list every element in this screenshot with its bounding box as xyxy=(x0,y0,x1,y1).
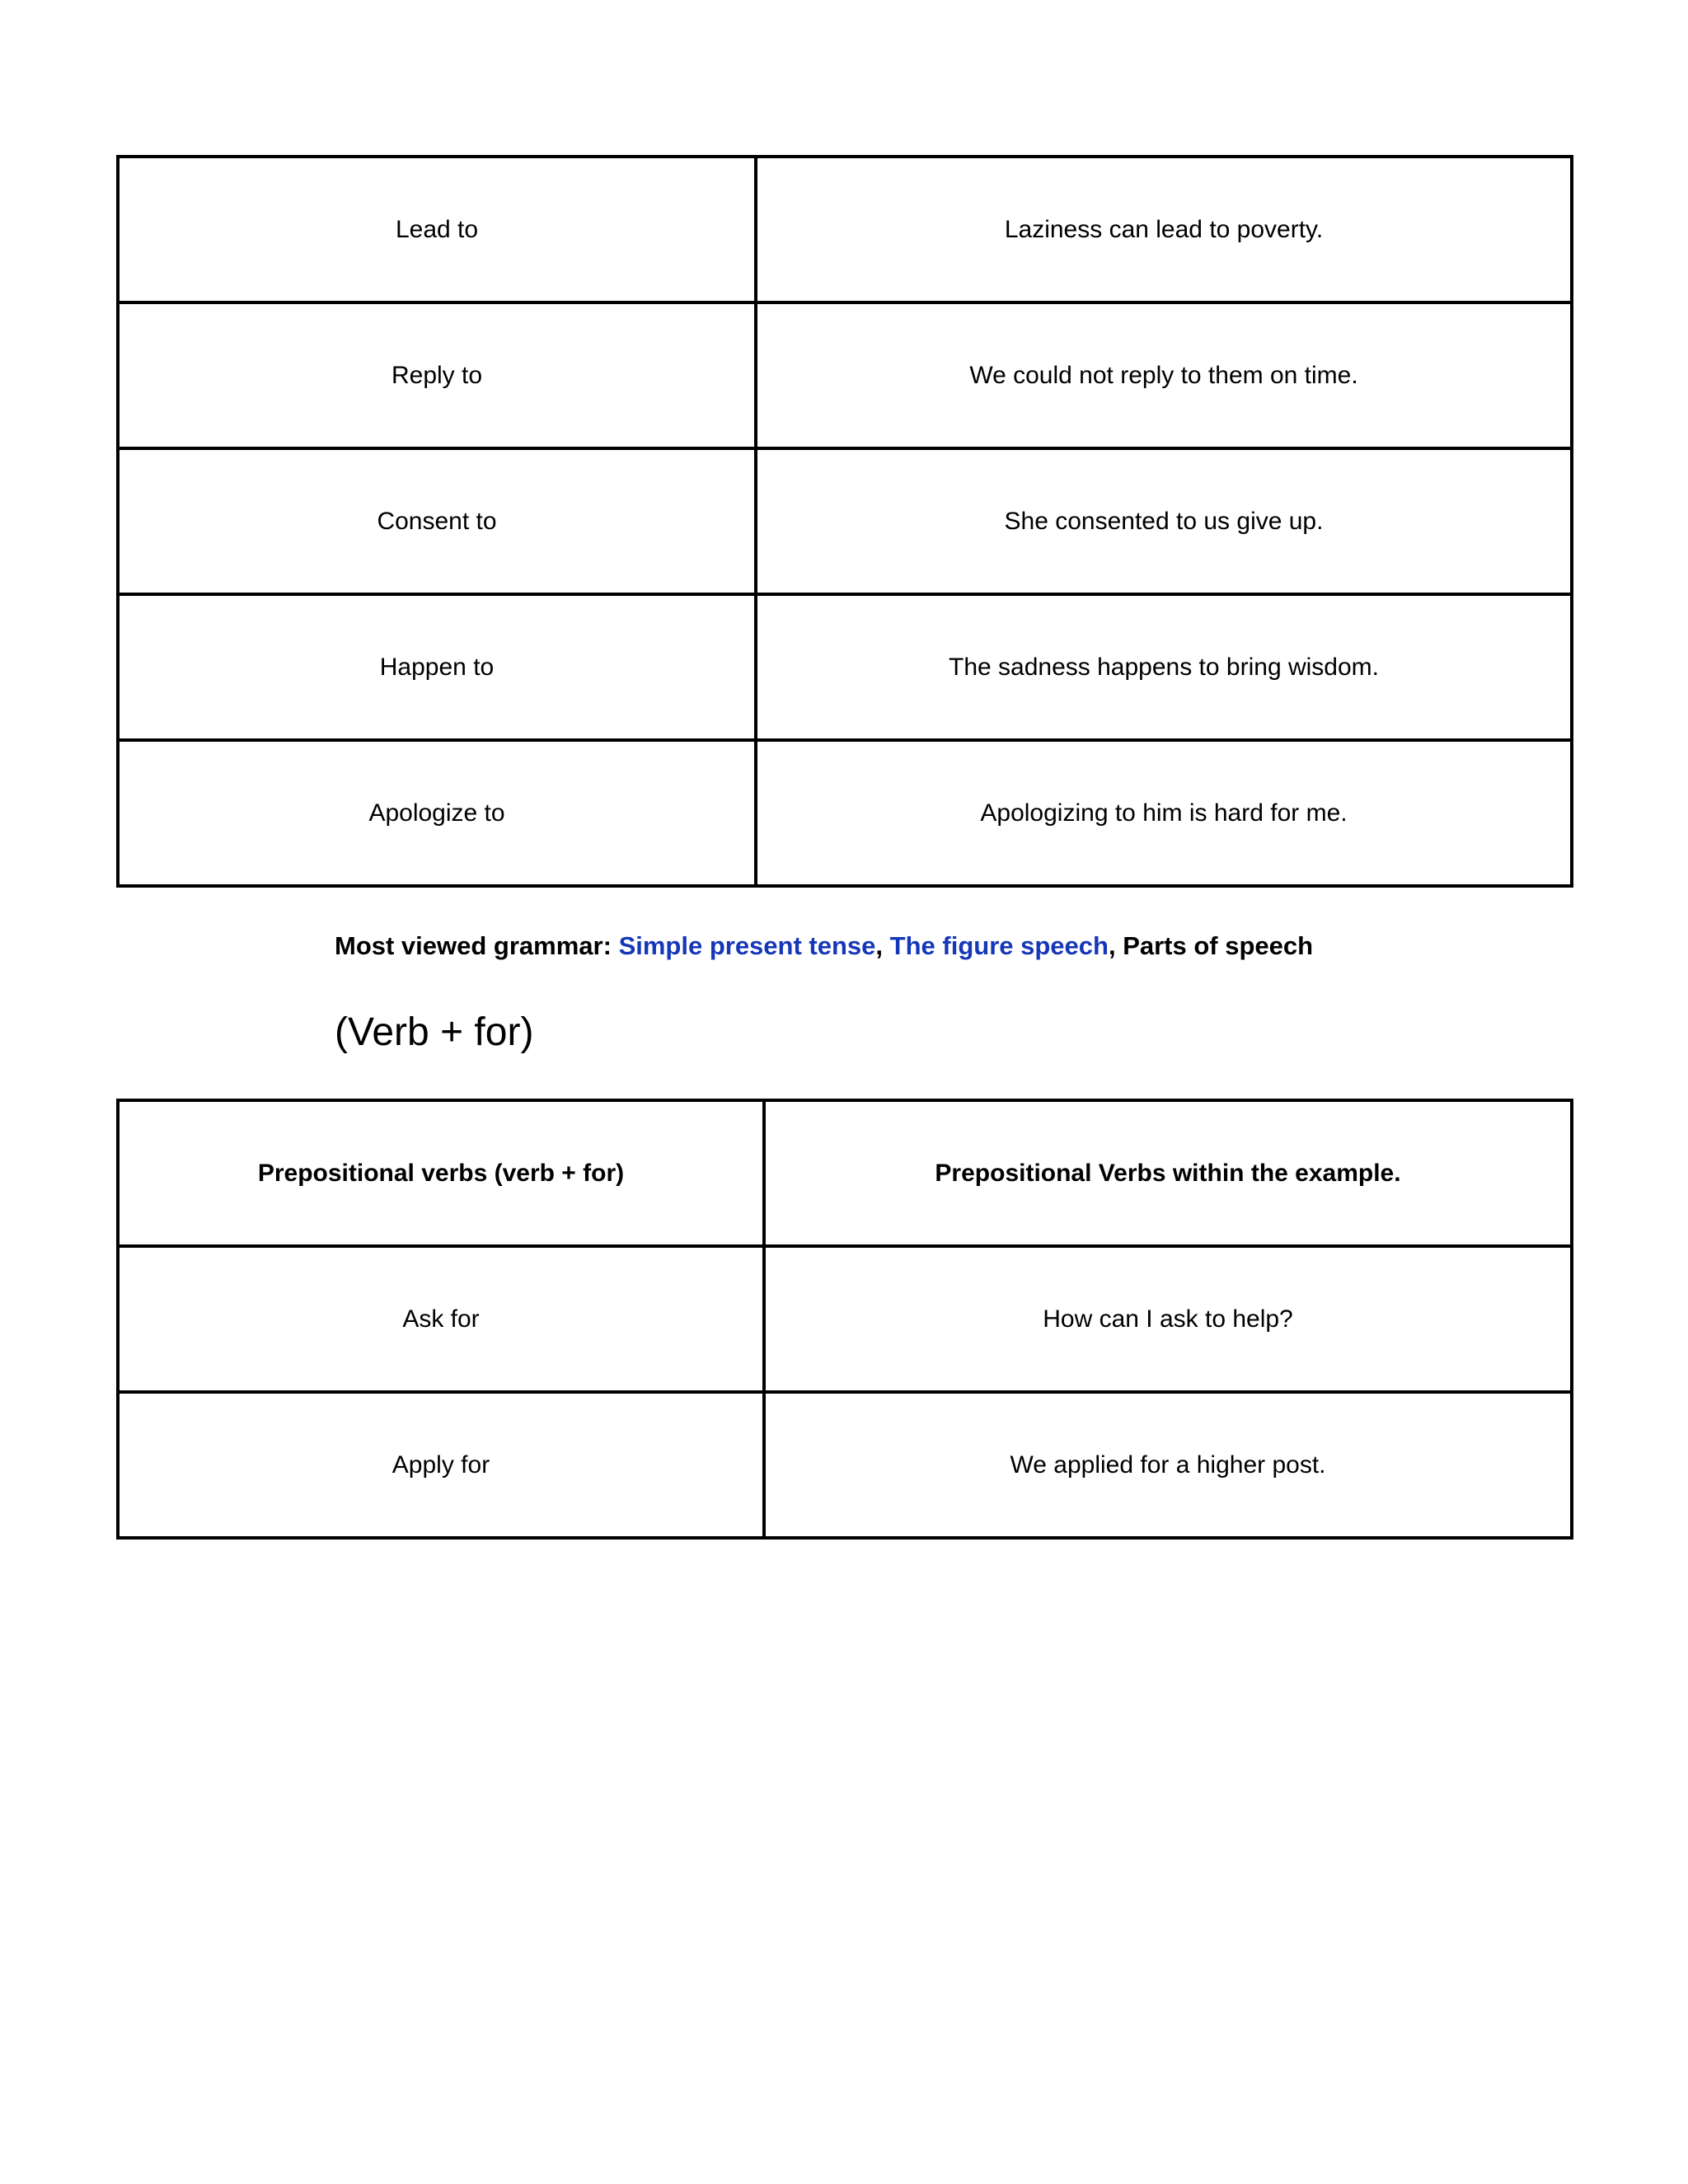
column-header: Prepositional verbs (verb + for) xyxy=(118,1100,764,1246)
verb-for-table xyxy=(116,1099,1573,1540)
link-separator: , xyxy=(1108,931,1116,960)
most-viewed-label: Most viewed grammar: xyxy=(335,931,612,960)
parts-of-speech-text: Parts of speech xyxy=(1123,931,1314,960)
table-row xyxy=(118,740,1572,886)
table-row xyxy=(118,1392,1572,1538)
verb-cell: Reply to xyxy=(118,302,756,448)
verb-cell: Lead to xyxy=(118,157,756,302)
table-row xyxy=(118,302,1572,448)
example-cell: The sadness happens to bring wisdom. xyxy=(756,594,1572,740)
verb-cell: Ask for xyxy=(118,1246,764,1392)
link-separator: , xyxy=(875,931,884,960)
table-row xyxy=(118,448,1572,594)
table-row xyxy=(118,594,1572,740)
example-cell: She consented to us give up. xyxy=(756,448,1572,594)
table-header-row xyxy=(118,1100,1572,1246)
verb-cell: Apologize to xyxy=(118,740,756,886)
table-row xyxy=(118,1246,1572,1392)
verb-cell: Apply for xyxy=(118,1392,764,1538)
simple-present-tense-link[interactable]: Simple present tense xyxy=(618,931,876,960)
table-row xyxy=(118,157,1572,302)
verb-cell: Consent to xyxy=(118,448,756,594)
example-cell: How can I ask to help? xyxy=(764,1246,1572,1392)
most-viewed-grammar xyxy=(335,931,1313,961)
verb-to-table xyxy=(116,155,1573,888)
verb-cell: Happen to xyxy=(118,594,756,740)
example-cell: We could not reply to them on time. xyxy=(756,302,1572,448)
example-cell: Laziness can lead to poverty. xyxy=(756,157,1572,302)
column-header: Prepositional Verbs within the example. xyxy=(764,1100,1572,1246)
example-cell: Apologizing to him is hard for me. xyxy=(756,740,1572,886)
figure-speech-link[interactable]: The figure speech xyxy=(889,931,1109,960)
section-heading: (Verb + for) xyxy=(335,1010,534,1054)
example-cell: We applied for a higher post. xyxy=(764,1392,1572,1538)
